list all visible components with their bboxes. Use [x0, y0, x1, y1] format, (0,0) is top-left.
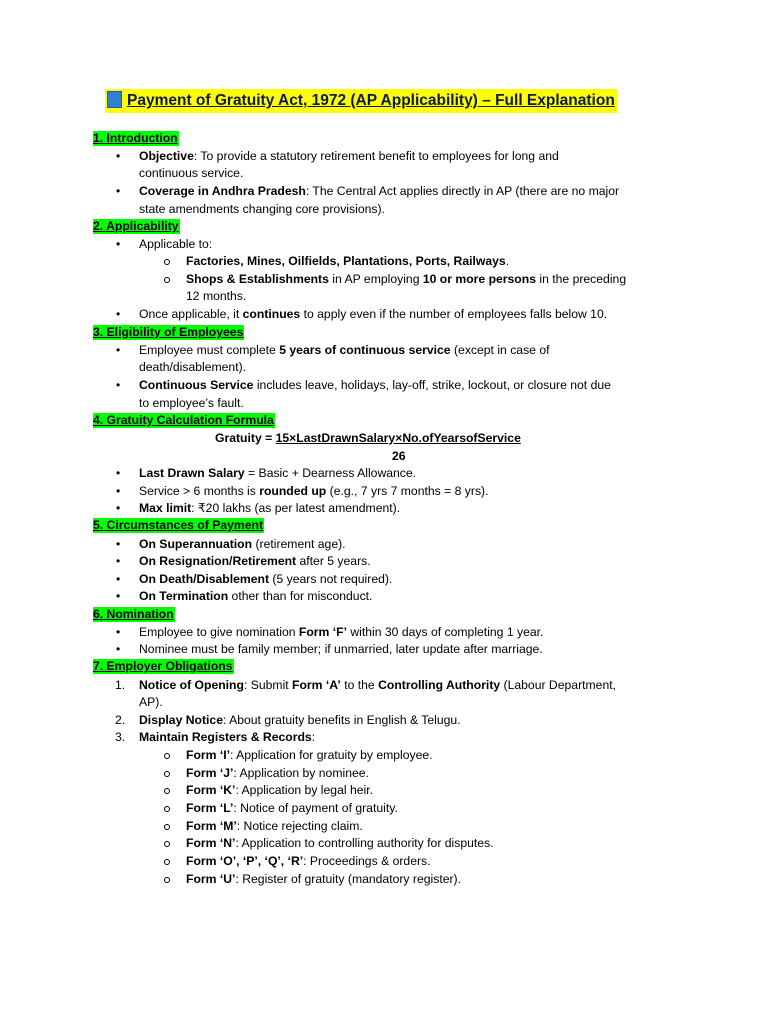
form-item: Form ‘J’: Application by nominee. [186, 766, 369, 780]
list-number: 1. [115, 678, 126, 692]
section-heading-employer-obligations: 7. Employer Obligations [93, 659, 233, 673]
sub-bullet-circle [164, 753, 170, 759]
section-heading-circumstances: 5. Circumstances of Payment [93, 518, 264, 532]
list-item: Objective: To provide a statutory retirement benefit to employees for long and [139, 149, 559, 163]
bullet-dot: • [116, 466, 121, 480]
list-item: Last Drawn Salary = Basic + Dearness Allowance. [139, 466, 417, 480]
list-item: Nominee must be family member; if unmarried, later update after marriage. [139, 642, 543, 656]
book-icon [107, 91, 122, 108]
sub-bullet-circle [164, 771, 170, 777]
bullet-dot: • [116, 343, 121, 357]
sub-list-item: Shops & Establishments in AP employing 10 or more persons in the preceding [186, 272, 627, 286]
numbered-item: Display Notice: About gratuity benefits in English & Telugu. [139, 713, 461, 727]
form-item: Form ‘O’, ‘P’, ‘Q’, ‘R’: Proceedings & orders. [186, 854, 431, 868]
list-item: Applicable to: [139, 237, 213, 251]
bullet-dot: • [116, 625, 121, 639]
sub-list-item: Factories, Mines, Oilfields, Plantations, Ports, Railways. [186, 254, 510, 268]
list-item: Max limit: ₹20 lakhs (as per latest amendment). [139, 501, 401, 515]
numbered-item: Maintain Registers & Records: [139, 730, 316, 744]
bullet-dot: • [116, 307, 121, 321]
sub-bullet-circle [164, 859, 170, 865]
form-item: Form ‘L’: Notice of payment of gratuity. [186, 801, 398, 815]
bullet-dot: • [116, 149, 121, 163]
list-item: Employee to give nomination Form ‘F’ within 30 days of completing 1 year. [139, 625, 544, 639]
list-item: On Resignation/Retirement after 5 years. [139, 554, 371, 568]
gratuity-formula: Gratuity = 15×LastDrawnSalary×No.ofYearsofService [215, 431, 521, 445]
list-number: 2. [115, 713, 126, 727]
form-item: Form ‘N’: Application to controlling authority for disputes. [186, 836, 494, 850]
bullet-dot: • [116, 237, 121, 251]
formula-numerator: 15×LastDrawnSalary×No.ofYearsofService [275, 431, 521, 445]
list-item: On Death/Disablement (5 years not required). [139, 572, 393, 586]
form-item: Form ‘K’: Application by legal heir. [186, 783, 373, 797]
form-item: Form ‘I’: Application for gratuity by employee. [186, 748, 433, 762]
bullet-dot: • [116, 554, 121, 568]
bullet-dot: • [116, 501, 121, 515]
section-heading-nomination: 6. Nomination [93, 607, 174, 621]
sub-bullet-circle [164, 806, 170, 812]
page-title: Payment of Gratuity Act, 1972 (AP Applicability) – Full Explanation [105, 89, 617, 113]
form-item: Form ‘M’: Notice rejecting claim. [186, 819, 363, 833]
section-heading-introduction: 1. Introduction [93, 131, 178, 145]
form-item: Form ‘U’: Register of gratuity (mandatory register). [186, 872, 461, 886]
list-item: On Termination other than for misconduct. [139, 589, 373, 603]
section-heading-eligibility: 3. Eligibility of Employees [93, 325, 244, 339]
formula-denominator: 26 [392, 449, 406, 463]
bullet-dot: • [116, 572, 121, 586]
list-item: Coverage in Andhra Pradesh: The Central Act applies directly in AP (there are no major [139, 184, 620, 198]
sub-bullet-circle [164, 259, 170, 265]
sub-bullet-circle [164, 841, 170, 847]
sub-list-item-continuation: 12 months. [186, 289, 247, 303]
numbered-item: Notice of Opening: Submit Form ‘A’ to the Controlling Authority (Labour Department, [139, 678, 616, 692]
bullet-dot: • [116, 642, 121, 656]
sub-bullet-circle [164, 788, 170, 794]
bullet-dot: • [116, 378, 121, 392]
section-heading-applicability: 2. Applicability [93, 219, 179, 233]
list-item: Once applicable, it continues to apply even if the number of employees falls below 10. [139, 307, 608, 321]
list-item: Service > 6 months is rounded up (e.g., 7 yrs 7 months = 8 yrs). [139, 484, 489, 498]
numbered-item-continuation: AP). [139, 695, 163, 709]
list-item: Employee must complete 5 years of continuous service (except in case of [139, 343, 550, 357]
list-item-continuation: continuous service. [139, 166, 244, 180]
sub-bullet-circle [164, 824, 170, 830]
list-item-continuation: death/disablement). [139, 360, 247, 374]
sub-bullet-circle [164, 277, 170, 283]
bullet-dot: • [116, 184, 121, 198]
list-item-continuation: state amendments changing core provisions). [139, 202, 385, 216]
list-item: Continuous Service includes leave, holidays, lay-off, strike, lockout, or closure not due [139, 378, 611, 392]
section-heading-formula: 4. Gratuity Calculation Formula [93, 413, 274, 427]
bullet-dot: • [116, 589, 121, 603]
bullet-dot: • [116, 537, 121, 551]
list-item-continuation: to employee’s fault. [139, 396, 244, 410]
list-item: On Superannuation (retirement age). [139, 537, 346, 551]
list-number: 3. [115, 730, 126, 744]
sub-bullet-circle [164, 877, 170, 883]
bullet-dot: • [116, 484, 121, 498]
